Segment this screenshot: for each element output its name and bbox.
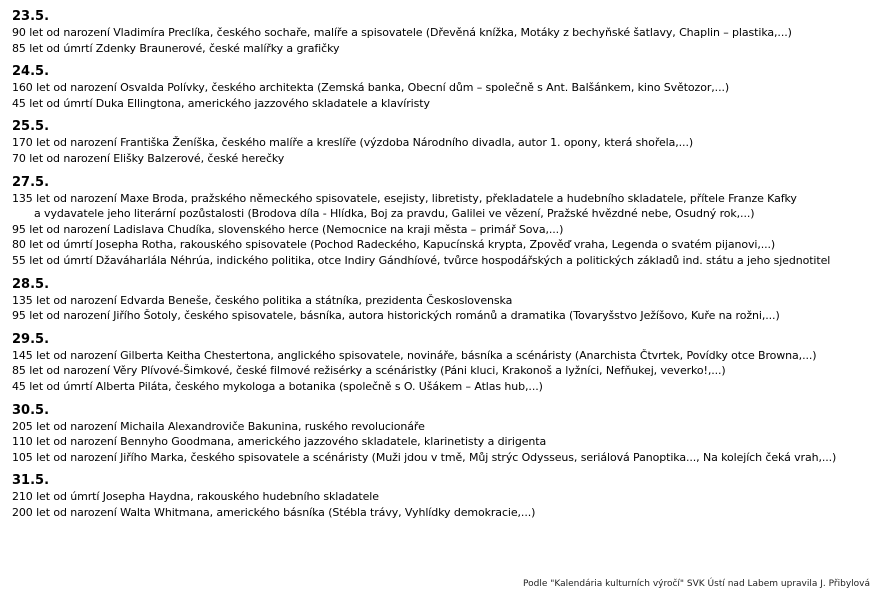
day-date-heading: 23.5. <box>12 9 50 24</box>
day-section <box>12 331 892 395</box>
day-section <box>12 276 892 324</box>
anniversary-entry: 85 let od úmrtí Zdenky Braunerové, české malířky a grafičky <box>12 41 340 55</box>
anniversary-entry: 85 let od narození Věry Plívové-Šimkové, české filmové režisérky a scénáristky (Páni kluci, Krakonoš a lyžníci, Nefňukej, veverko!,...) <box>12 364 726 378</box>
anniversary-entry: 80 let od úmrtí Josepha Rotha, rakouského spisovatele (Pochod Radeckého, Kapucínská krypta, Zpověď vraha, Legenda o svatém pijanovi,...) <box>12 238 776 252</box>
day-section <box>12 472 892 520</box>
anniversary-entry-continuation: a vydavatele jeho literární pozůstalosti (Brodova díla - Hlídka, Boj za pravdu, Galilei ve vězení, Pražské hvězdné nebe, Osudný rok,...) <box>34 207 755 221</box>
anniversary-entry: 145 let od narození Gilberta Keitha Chestertona, anglického spisovatele, novináře, básníka a scénáristy (Anarchista Čtvrtek, Povídky otce Browna,...) <box>12 348 817 362</box>
anniversary-entry: 45 let od úmrtí Duka Ellingtona, amerického jazzového skladatele a klavíristy <box>12 96 430 110</box>
anniversary-entry: 105 let od narození Jiřího Marka, českého spisovatele a scénáristy (Muži jdou v tmě, Můj strýc Odysseus, seriálová Panoptika..., Na kolejích čeká vrah,...) <box>12 450 837 464</box>
anniversary-entry: 55 let od úmrtí Džaváharlála Néhrúa, indického politika, otce Indiry Gándhíové, tvůrce hospodářských a politických základů ind. státu a jeho sjednotitel <box>12 253 831 267</box>
day-section <box>12 63 892 111</box>
anniversary-entry: 170 let od narození Františka Ženíška, českého malíře a kreslíře (výzdoba Národního divadla, autor 1. opony, která shořela,...) <box>12 136 694 150</box>
day-date-heading: 29.5. <box>12 331 50 347</box>
day-section <box>12 174 892 269</box>
day-section <box>12 118 892 166</box>
day-section <box>12 402 892 466</box>
anniversary-entry: 95 let od narození Jiřího Šotoly, českého spisovatele, básníka, autora historických románů a dramatika (Tovaryšstvo Ježíšovo, Kuře na rožni,...) <box>12 309 780 323</box>
day-date-heading: 25.5. <box>12 119 50 135</box>
anniversary-entry: 90 let od narození Vladimíra Preclíka, českého sochaře, malíře a spisovatele (Dřevěná knížka, Motáky z bechyňské šatlavy, Chaplin – plastika,...) <box>12 26 792 39</box>
anniversary-entry: 135 let od narození Edvarda Beneše, českého politika a státníka, prezidenta Československa <box>12 293 513 307</box>
day-date-heading: 24.5. <box>12 64 50 80</box>
anniversary-entry: 160 let od narození Osvalda Polívky, českého architekta (Zemská banka, Obecní dům – společně s Ant. Balšánkem, kino Světozor,...) <box>12 81 730 95</box>
day-date-heading: 31.5. <box>12 473 50 489</box>
day-section <box>12 8 892 56</box>
anniversary-entry: 70 let od narození Elišky Balzerové, české herečky <box>12 151 285 165</box>
day-date-heading: 27.5. <box>12 174 50 190</box>
anniversary-entry: 210 let od úmrtí Josepha Haydna, rakouského hudebního skladatele <box>12 490 379 504</box>
day-date-heading: 30.5. <box>12 402 50 418</box>
anniversary-entry: 95 let od narození Ladislava Chudíka, slovenského herce (Nemocnice na kraji města – primář Sova,...) <box>12 222 564 236</box>
anniversary-entry: 110 let od narození Bennyho Goodmana, amerického jazzového skladatele, klarinetisty a dirigenta <box>12 435 547 449</box>
anniversary-entry: 205 let od narození Michaila Alexandroviče Bakunina, ruského revolucionáře <box>12 419 425 433</box>
source-credit: Podle "Kalendária kulturních výročí" SVK Ústí nad Labem upravila J. Přibylová <box>523 579 870 589</box>
anniversary-entry: 135 let od narození Maxe Broda, pražského německého spisovatele, esejisty, libretisty, překladatele a hudebního skladatele, přítele Franze Kafky <box>12 191 797 205</box>
anniversary-entry: 45 let od úmrtí Alberta Piláta, českého mykologa a botanika (společně s O. Ušákem – Atlas hub,...) <box>12 379 543 393</box>
day-date-heading: 28.5. <box>12 276 50 292</box>
anniversary-list <box>12 8 892 520</box>
anniversary-entry: 200 let od narození Walta Whitmana, amerického básníka (Stébla trávy, Vyhlídky demokracie,...) <box>12 505 536 519</box>
